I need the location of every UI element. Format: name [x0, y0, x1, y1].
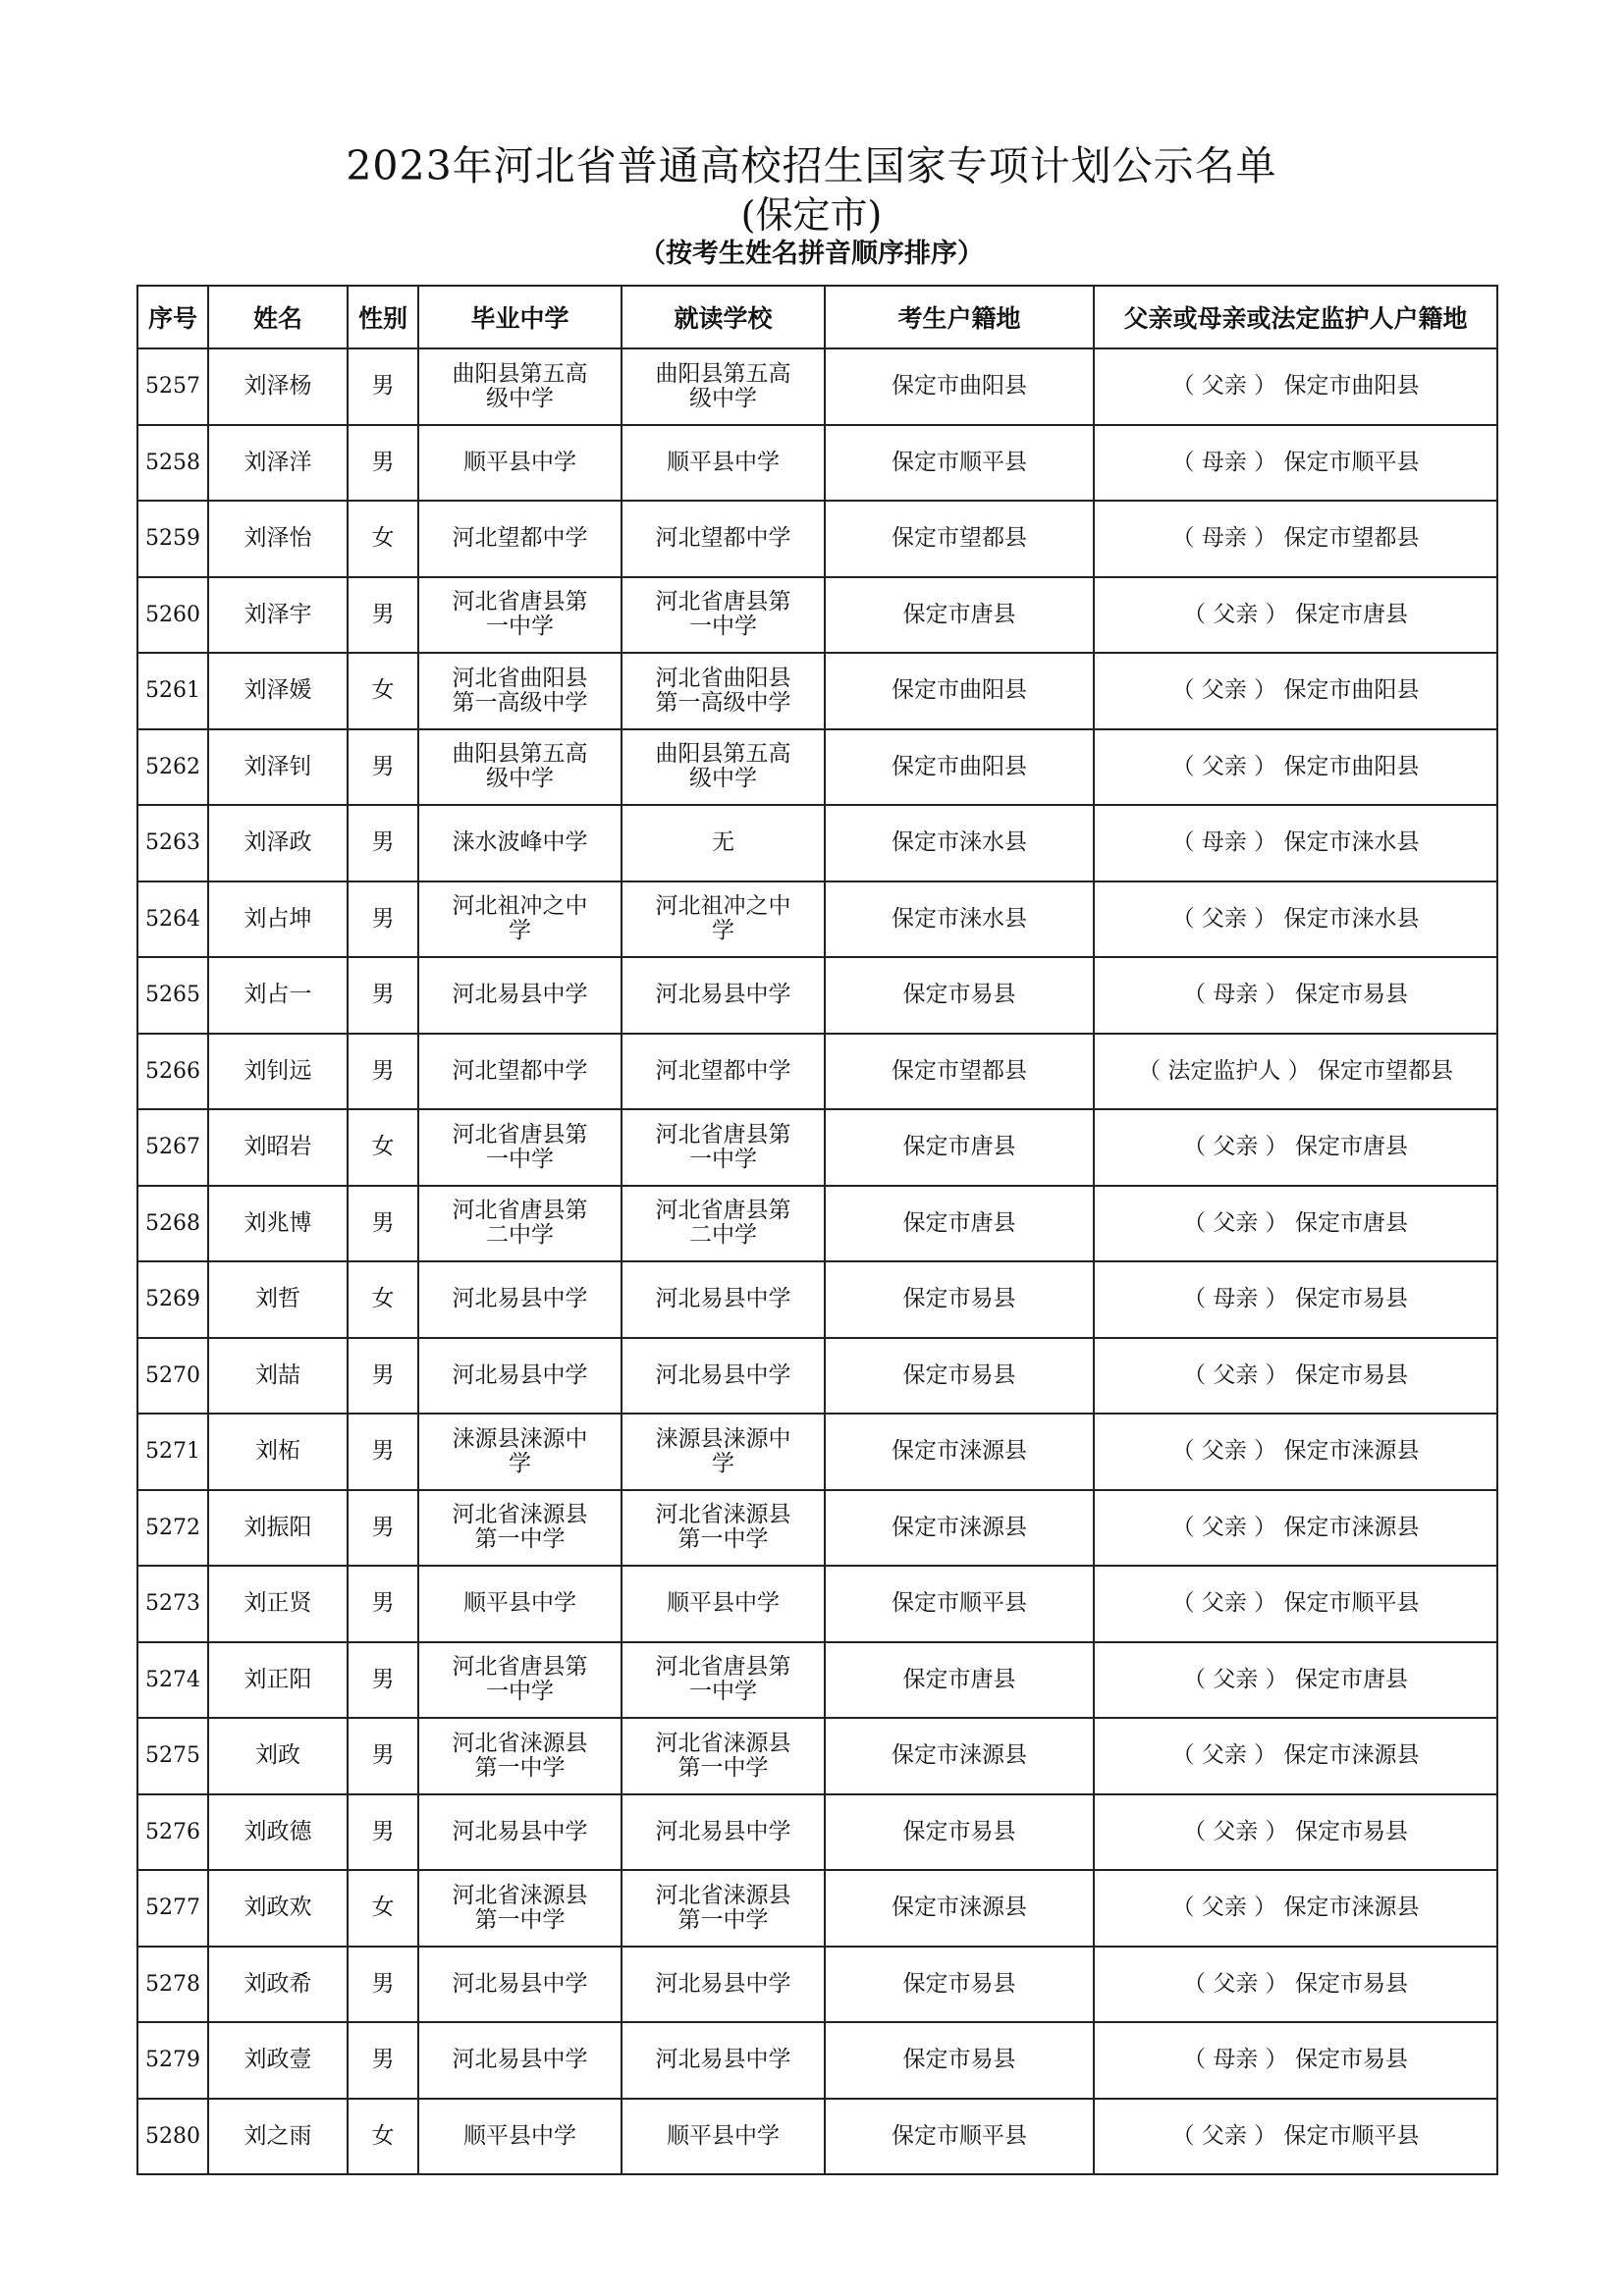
- cell-gender: 男: [348, 1186, 418, 1262]
- cell-student-hukou: 保定市望都县: [825, 501, 1094, 577]
- cell-graduation-school: [418, 1794, 622, 1871]
- cell-name: 刘之雨: [208, 2099, 348, 2175]
- header-student-hukou: 考生户籍地: [825, 286, 1094, 348]
- cell-graduation-school-text: 河北祖冲之中学: [452, 893, 588, 944]
- cell-current-school-text: 曲阳县第五高级中学: [655, 741, 791, 792]
- cell-student-hukou: 保定市易县: [825, 1947, 1094, 2023]
- cell-seq: 5277: [137, 1870, 208, 1947]
- cell-gender: 男: [348, 957, 418, 1034]
- table-row: [137, 1186, 1497, 1262]
- cell-current-school-text: 曲阳县第五高级中学: [655, 360, 791, 411]
- cell-parent-hukou: （ 父亲 ） 保定市唐县: [1094, 1642, 1497, 1719]
- cell-parent-hukou: （ 父亲 ） 保定市易县: [1094, 1947, 1497, 2023]
- cell-student-hukou: 保定市易县: [825, 1794, 1094, 1871]
- table-row: [137, 2099, 1497, 2175]
- cell-name: 刘喆: [208, 1338, 348, 1415]
- cell-parent-hukou: （ 父亲 ） 保定市涞源县: [1094, 1870, 1497, 1947]
- cell-current-school-text: 河北省涞源县第一中学: [655, 1730, 791, 1781]
- cell-graduation-school-text: 河北省涞源县第一中学: [452, 1730, 588, 1781]
- cell-current-school: [622, 653, 825, 729]
- cell-name: 刘泽怡: [208, 501, 348, 577]
- table-header-row: [137, 286, 1497, 348]
- cell-student-hukou: 保定市易县: [825, 1338, 1094, 1415]
- header-gender: 性别: [348, 286, 418, 348]
- cell-gender: 男: [348, 881, 418, 958]
- cell-seq: 5262: [137, 729, 208, 806]
- cell-gender: 男: [348, 2022, 418, 2099]
- cell-current-school-text: 河北省唐县第一中学: [655, 589, 791, 640]
- cell-seq: 5270: [137, 1338, 208, 1415]
- cell-current-school: [622, 2099, 825, 2175]
- cell-seq: 5273: [137, 1566, 208, 1642]
- cell-graduation-school-text: 河北省曲阳县第一高级中学: [452, 665, 588, 716]
- cell-graduation-school-text: 河北易县中学: [452, 1970, 588, 1997]
- cell-seq: 5260: [137, 577, 208, 654]
- cell-graduation-school: [418, 1566, 622, 1642]
- cell-graduation-school-text: 顺平县中学: [463, 449, 576, 475]
- cell-parent-hukou: （ 父亲 ） 保定市唐县: [1094, 1109, 1497, 1186]
- cell-student-hukou: 保定市顺平县: [825, 1566, 1094, 1642]
- cell-seq: 5279: [137, 2022, 208, 2099]
- cell-parent-hukou: （ 父亲 ） 保定市涞源县: [1094, 1718, 1497, 1794]
- table-row: [137, 2022, 1497, 2099]
- cell-student-hukou: 保定市唐县: [825, 1186, 1094, 1262]
- cell-graduation-school: [418, 348, 622, 425]
- cell-gender: 男: [348, 1718, 418, 1794]
- cell-current-school: [622, 1490, 825, 1567]
- cell-current-school: [622, 1794, 825, 1871]
- cell-current-school-text: 河北省涞源县第一中学: [655, 1502, 791, 1553]
- cell-graduation-school-text: 河北易县中学: [452, 982, 588, 1008]
- cell-graduation-school-text: 顺平县中学: [463, 2122, 576, 2149]
- cell-parent-hukou: （ 父亲 ） 保定市唐县: [1094, 577, 1497, 654]
- table-row: [137, 1870, 1497, 1947]
- cell-name: 刘泽洋: [208, 425, 348, 502]
- cell-current-school-text: 顺平县中学: [667, 2122, 780, 2149]
- cell-name: 刘政希: [208, 1947, 348, 2023]
- cell-seq: 5274: [137, 1642, 208, 1719]
- document-subtitle: (保定市): [740, 193, 883, 237]
- cell-gender: 男: [348, 1642, 418, 1719]
- table-row: [137, 348, 1497, 425]
- cell-seq: 5261: [137, 653, 208, 729]
- cell-seq: 5278: [137, 1947, 208, 2023]
- cell-graduation-school-text: 河北省涞源县第一中学: [452, 1502, 588, 1553]
- cell-parent-hukou: （ 父亲 ） 保定市涞源县: [1094, 1414, 1497, 1490]
- cell-seq: 5263: [137, 805, 208, 881]
- cell-parent-hukou: （ 父亲 ） 保定市顺平县: [1094, 1566, 1497, 1642]
- cell-student-hukou: 保定市涞源县: [825, 1490, 1094, 1567]
- cell-name: 刘政德: [208, 1794, 348, 1871]
- table-row: [137, 881, 1497, 958]
- cell-current-school: [622, 805, 825, 881]
- cell-gender: 男: [348, 729, 418, 806]
- table-row: [137, 577, 1497, 654]
- cell-graduation-school-text: 河北省唐县第一中学: [452, 1121, 588, 1172]
- cell-graduation-school-text: 河北望都中学: [452, 1057, 588, 1084]
- cell-current-school: [622, 1414, 825, 1490]
- cell-graduation-school: [418, 1414, 622, 1490]
- cell-gender: 男: [348, 1490, 418, 1567]
- table-row: [137, 1261, 1497, 1338]
- cell-name: 刘政欢: [208, 1870, 348, 1947]
- cell-current-school-text: 河北望都中学: [655, 525, 791, 552]
- cell-graduation-school: [418, 1186, 622, 1262]
- cell-gender: 男: [348, 348, 418, 425]
- cell-current-school-text: 河北易县中学: [655, 1818, 791, 1844]
- cell-name: 刘昭岩: [208, 1109, 348, 1186]
- cell-name: 刘占坤: [208, 881, 348, 958]
- cell-name: 刘泽政: [208, 805, 348, 881]
- cell-gender: 男: [348, 1414, 418, 1490]
- table-row: [137, 1414, 1497, 1490]
- cell-graduation-school-text: 河北省唐县第二中学: [452, 1198, 588, 1249]
- cell-seq: 5258: [137, 425, 208, 502]
- cell-name: 刘政: [208, 1718, 348, 1794]
- table-row: [137, 425, 1497, 502]
- cell-graduation-school-text: 曲阳县第五高级中学: [452, 741, 588, 792]
- table-row: [137, 1338, 1497, 1415]
- cell-gender: 男: [348, 577, 418, 654]
- table-row: [137, 1566, 1497, 1642]
- cell-current-school: [622, 501, 825, 577]
- cell-name: 刘兆博: [208, 1186, 348, 1262]
- cell-seq: 5268: [137, 1186, 208, 1262]
- cell-graduation-school: [418, 577, 622, 654]
- table-row: [137, 1718, 1497, 1794]
- header-name: 姓名: [208, 286, 348, 348]
- cell-graduation-school: [418, 1261, 622, 1338]
- cell-graduation-school: [418, 1870, 622, 1947]
- cell-graduation-school-text: 河北易县中学: [452, 1286, 588, 1312]
- cell-parent-hukou: （ 父亲 ） 保定市易县: [1094, 1794, 1497, 1871]
- cell-gender: 男: [348, 1566, 418, 1642]
- table-row: [137, 1109, 1497, 1186]
- cell-gender: 男: [348, 1034, 418, 1110]
- cell-seq: 5259: [137, 501, 208, 577]
- cell-current-school-text: 河北省涞源县第一中学: [655, 1882, 791, 1933]
- table-row: [137, 1794, 1497, 1871]
- cell-name: 刘钊远: [208, 1034, 348, 1110]
- cell-graduation-school: [418, 881, 622, 958]
- cell-current-school-text: 无: [712, 829, 734, 856]
- cell-seq: 5275: [137, 1718, 208, 1794]
- cell-graduation-school-text: 河北省唐县第一中学: [452, 1654, 588, 1705]
- cell-student-hukou: 保定市涞源县: [825, 1870, 1094, 1947]
- cell-current-school: [622, 1566, 825, 1642]
- table-row: [137, 1947, 1497, 2023]
- cell-seq: 5266: [137, 1034, 208, 1110]
- cell-student-hukou: 保定市涞源县: [825, 1414, 1094, 1490]
- cell-graduation-school: [418, 1490, 622, 1567]
- cell-gender: 男: [348, 805, 418, 881]
- cell-gender: 男: [348, 1338, 418, 1415]
- cell-current-school: [622, 1642, 825, 1719]
- cell-seq: 5271: [137, 1414, 208, 1490]
- cell-graduation-school: [418, 729, 622, 806]
- cell-name: 刘泽杨: [208, 348, 348, 425]
- cell-graduation-school-text: 涞水波峰中学: [452, 829, 588, 856]
- sort-note: （按考生姓名拼音顺序排序）: [639, 239, 984, 269]
- cell-current-school-text: 河北易县中学: [655, 1970, 791, 1997]
- cell-parent-hukou: （ 母亲 ） 保定市易县: [1094, 1261, 1497, 1338]
- cell-gender: 男: [348, 1947, 418, 2023]
- cell-graduation-school: [418, 425, 622, 502]
- cell-current-school: [622, 881, 825, 958]
- cell-name: 刘泽媛: [208, 653, 348, 729]
- cell-graduation-school-text: 河北望都中学: [452, 525, 588, 552]
- document-title: 2023年河北省普通高校招生国家专项计划公示名单: [346, 142, 1277, 189]
- cell-graduation-school-text: 曲阳县第五高级中学: [452, 360, 588, 411]
- cell-parent-hukou: （ 父亲 ） 保定市曲阳县: [1094, 729, 1497, 806]
- cell-current-school-text: 河北祖冲之中学: [655, 893, 791, 944]
- cell-parent-hukou: （ 母亲 ） 保定市顺平县: [1094, 425, 1497, 502]
- cell-current-school-text: 顺平县中学: [667, 449, 780, 475]
- cell-parent-hukou: （ 父亲 ） 保定市涞水县: [1094, 881, 1497, 958]
- cell-graduation-school: [418, 2022, 622, 2099]
- cell-current-school-text: 顺平县中学: [667, 1590, 780, 1617]
- cell-graduation-school-text: 顺平县中学: [463, 1590, 576, 1617]
- cell-student-hukou: 保定市易县: [825, 1261, 1094, 1338]
- cell-student-hukou: 保定市涞源县: [825, 1718, 1094, 1794]
- cell-student-hukou: 保定市唐县: [825, 1109, 1094, 1186]
- table-row: [137, 1034, 1497, 1110]
- cell-graduation-school: [418, 805, 622, 881]
- cell-graduation-school-text: 河北省唐县第一中学: [452, 589, 588, 640]
- cell-current-school-text: 河北易县中学: [655, 982, 791, 1008]
- cell-parent-hukou: （ 父亲 ） 保定市易县: [1094, 1338, 1497, 1415]
- cell-current-school: [622, 1947, 825, 2023]
- cell-name: 刘振阳: [208, 1490, 348, 1567]
- cell-student-hukou: 保定市易县: [825, 957, 1094, 1034]
- cell-graduation-school-text: 河北易县中学: [452, 1818, 588, 1844]
- cell-current-school-text: 河北省唐县第二中学: [655, 1198, 791, 1249]
- cell-parent-hukou: （ 母亲 ） 保定市易县: [1094, 2022, 1497, 2099]
- cell-seq: 5269: [137, 1261, 208, 1338]
- cell-current-school: [622, 1261, 825, 1338]
- cell-name: 刘柘: [208, 1414, 348, 1490]
- cell-current-school: [622, 348, 825, 425]
- header-seq: 序号: [137, 286, 208, 348]
- cell-current-school-text: 河北易县中学: [655, 1362, 791, 1388]
- cell-student-hukou: 保定市顺平县: [825, 425, 1094, 502]
- cell-student-hukou: 保定市顺平县: [825, 2099, 1094, 2175]
- cell-student-hukou: 保定市望都县: [825, 1034, 1094, 1110]
- header-current-school: 就读学校: [622, 286, 825, 348]
- cell-seq: 5272: [137, 1490, 208, 1567]
- cell-student-hukou: 保定市曲阳县: [825, 653, 1094, 729]
- cell-name: 刘哲: [208, 1261, 348, 1338]
- cell-student-hukou: 保定市涞水县: [825, 881, 1094, 958]
- cell-student-hukou: 保定市曲阳县: [825, 348, 1094, 425]
- header-parent-hukou: 父亲或母亲或法定监护人户籍地: [1094, 286, 1497, 348]
- cell-name: 刘泽宇: [208, 577, 348, 654]
- cell-current-school: [622, 425, 825, 502]
- table-row: [137, 653, 1497, 729]
- cell-parent-hukou: （ 父亲 ） 保定市曲阳县: [1094, 653, 1497, 729]
- cell-gender: 女: [348, 1261, 418, 1338]
- admission-list-table: [136, 285, 1498, 2175]
- cell-name: 刘正阳: [208, 1642, 348, 1719]
- cell-current-school: [622, 577, 825, 654]
- cell-parent-hukou: （ 父亲 ） 保定市涞源县: [1094, 1490, 1497, 1567]
- cell-student-hukou: 保定市唐县: [825, 577, 1094, 654]
- cell-graduation-school: [418, 2099, 622, 2175]
- cell-graduation-school: [418, 1338, 622, 1415]
- cell-parent-hukou: （ 父亲 ） 保定市曲阳县: [1094, 348, 1497, 425]
- cell-parent-hukou: （ 母亲 ） 保定市望都县: [1094, 501, 1497, 577]
- cell-gender: 女: [348, 501, 418, 577]
- cell-current-school: [622, 729, 825, 806]
- cell-graduation-school: [418, 1947, 622, 2023]
- cell-graduation-school-text: 河北省涞源县第一中学: [452, 1882, 588, 1933]
- cell-seq: 5280: [137, 2099, 208, 2175]
- cell-gender: 女: [348, 2099, 418, 2175]
- cell-seq: 5265: [137, 957, 208, 1034]
- cell-name: 刘泽钊: [208, 729, 348, 806]
- cell-name: 刘占一: [208, 957, 348, 1034]
- cell-graduation-school: [418, 957, 622, 1034]
- cell-graduation-school-text: 河北易县中学: [452, 1362, 588, 1388]
- cell-current-school: [622, 1109, 825, 1186]
- cell-seq: 5264: [137, 881, 208, 958]
- cell-current-school-text: 河北易县中学: [655, 2047, 791, 2073]
- cell-graduation-school: [418, 1718, 622, 1794]
- cell-graduation-school: [418, 653, 622, 729]
- cell-parent-hukou: （ 母亲 ） 保定市涞水县: [1094, 805, 1497, 881]
- cell-student-hukou: 保定市唐县: [825, 1642, 1094, 1719]
- cell-current-school-text: 河北省唐县第一中学: [655, 1121, 791, 1172]
- cell-gender: 男: [348, 425, 418, 502]
- table-row: [137, 729, 1497, 806]
- cell-student-hukou: 保定市曲阳县: [825, 729, 1094, 806]
- cell-parent-hukou: （ 父亲 ） 保定市唐县: [1094, 1186, 1497, 1262]
- cell-student-hukou: 保定市易县: [825, 2022, 1094, 2099]
- cell-current-school: [622, 1034, 825, 1110]
- cell-gender: 女: [348, 653, 418, 729]
- cell-graduation-school-text: 河北易县中学: [452, 2047, 588, 2073]
- table-row: [137, 1490, 1497, 1567]
- cell-graduation-school: [418, 501, 622, 577]
- cell-current-school-text: 河北易县中学: [655, 1286, 791, 1312]
- header-graduation-school: 毕业中学: [418, 286, 622, 348]
- cell-parent-hukou: （ 父亲 ） 保定市顺平县: [1094, 2099, 1497, 2175]
- table-row: [137, 957, 1497, 1034]
- cell-seq: 5267: [137, 1109, 208, 1186]
- table-row: [137, 501, 1497, 577]
- cell-name: 刘正贤: [208, 1566, 348, 1642]
- cell-current-school-text: 涞源县涞源中学: [655, 1425, 791, 1476]
- cell-current-school: [622, 2022, 825, 2099]
- cell-parent-hukou: （ 母亲 ） 保定市易县: [1094, 957, 1497, 1034]
- cell-seq: 5276: [137, 1794, 208, 1871]
- table-row: [137, 805, 1497, 881]
- cell-parent-hukou: （ 法定监护人 ） 保定市望都县: [1094, 1034, 1497, 1110]
- cell-current-school: [622, 1870, 825, 1947]
- cell-student-hukou: 保定市涞水县: [825, 805, 1094, 881]
- table-row: [137, 1642, 1497, 1719]
- cell-current-school-text: 河北省唐县第一中学: [655, 1654, 791, 1705]
- cell-current-school: [622, 957, 825, 1034]
- cell-current-school-text: 河北望都中学: [655, 1057, 791, 1084]
- cell-gender: 女: [348, 1870, 418, 1947]
- cell-graduation-school: [418, 1109, 622, 1186]
- cell-current-school: [622, 1718, 825, 1794]
- cell-graduation-school-text: 涞源县涞源中学: [452, 1425, 588, 1476]
- cell-gender: 男: [348, 1794, 418, 1871]
- cell-current-school: [622, 1186, 825, 1262]
- cell-current-school-text: 河北省曲阳县第一高级中学: [655, 665, 791, 716]
- cell-graduation-school: [418, 1642, 622, 1719]
- cell-graduation-school: [418, 1034, 622, 1110]
- cell-gender: 女: [348, 1109, 418, 1186]
- cell-current-school: [622, 1338, 825, 1415]
- cell-seq: 5257: [137, 348, 208, 425]
- cell-name: 刘政壹: [208, 2022, 348, 2099]
